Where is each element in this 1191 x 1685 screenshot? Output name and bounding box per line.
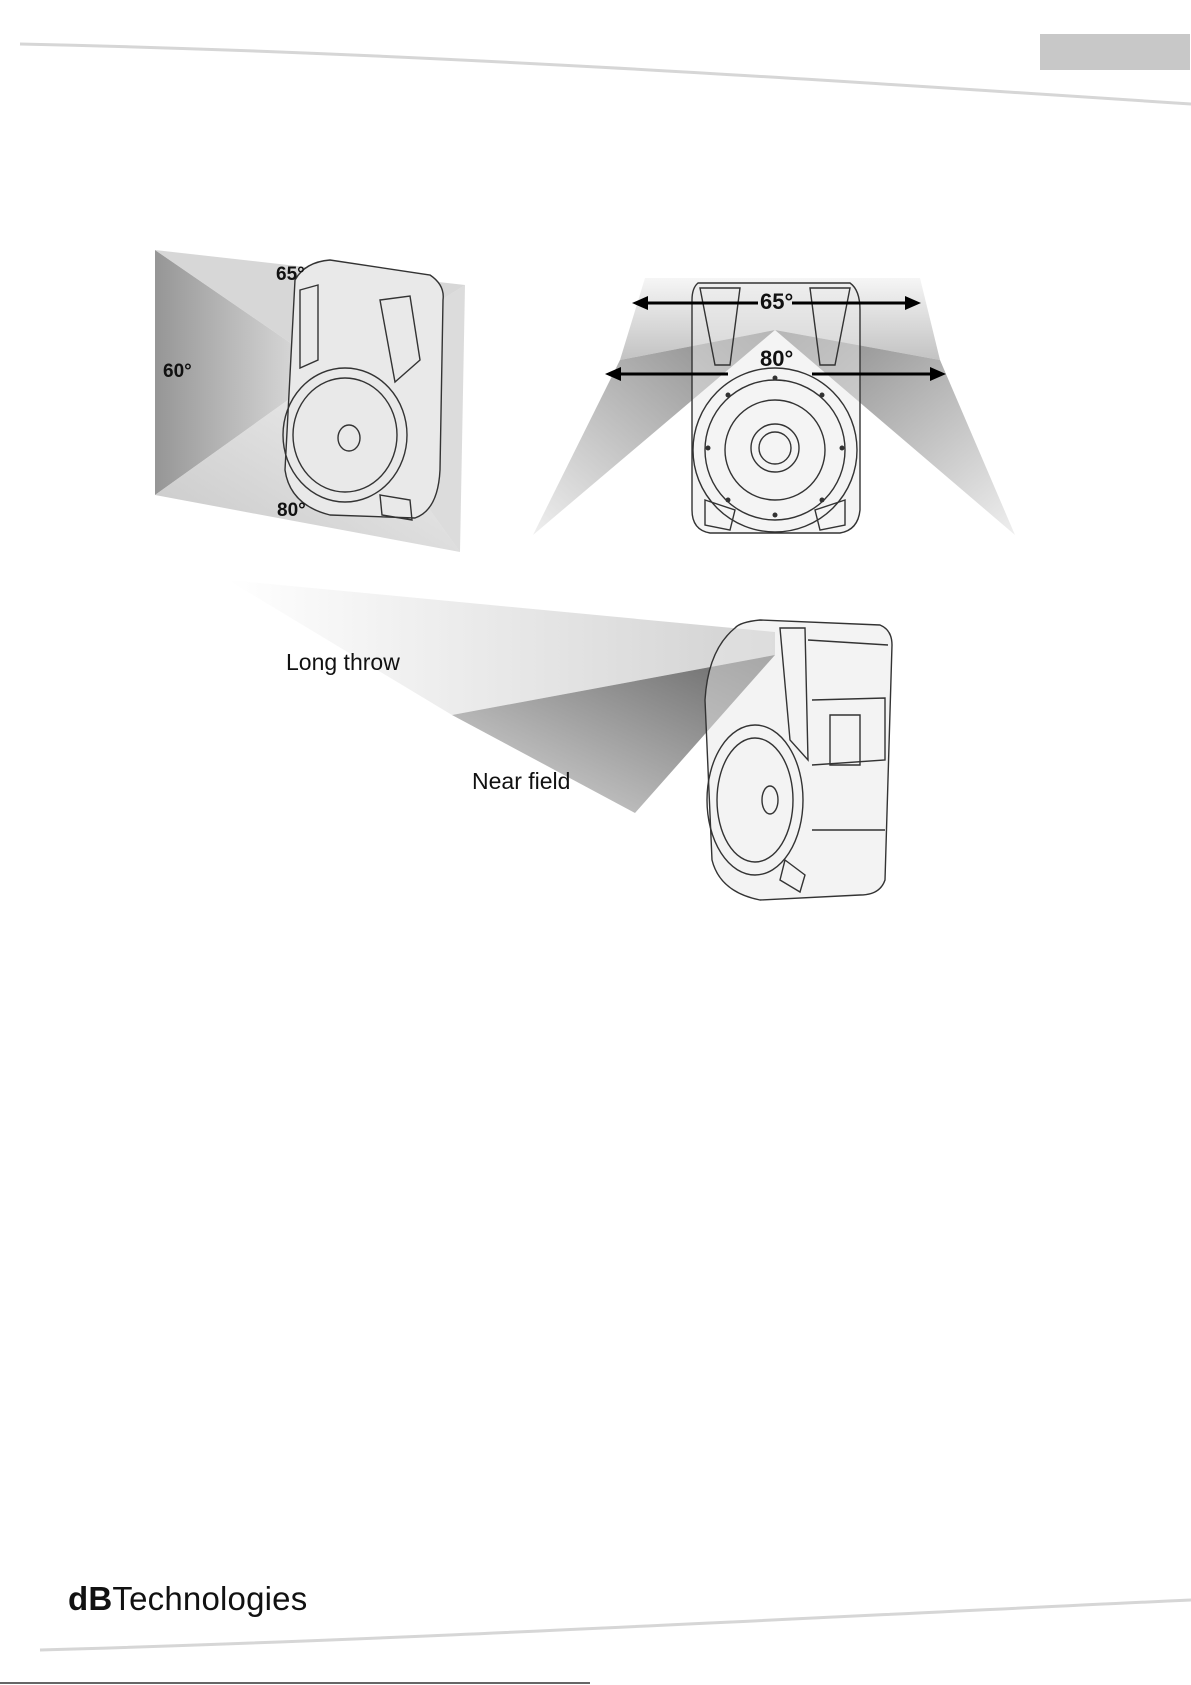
logo-light-part: Technologies	[112, 1580, 308, 1617]
side-label-left: 60°	[163, 361, 192, 382]
brand-logo	[68, 1580, 307, 1618]
side-label-top: 65°	[276, 264, 305, 285]
front-label-lower: 80°	[760, 346, 794, 371]
long-throw-label: Long throw	[286, 649, 400, 675]
logo-bold-part: dB	[68, 1580, 113, 1617]
front-label-upper: 65°	[760, 289, 794, 314]
side-label-bottom: 80°	[277, 500, 306, 521]
speaker-perspective-drawing	[705, 620, 892, 900]
near-field-label: Near field	[472, 768, 571, 794]
